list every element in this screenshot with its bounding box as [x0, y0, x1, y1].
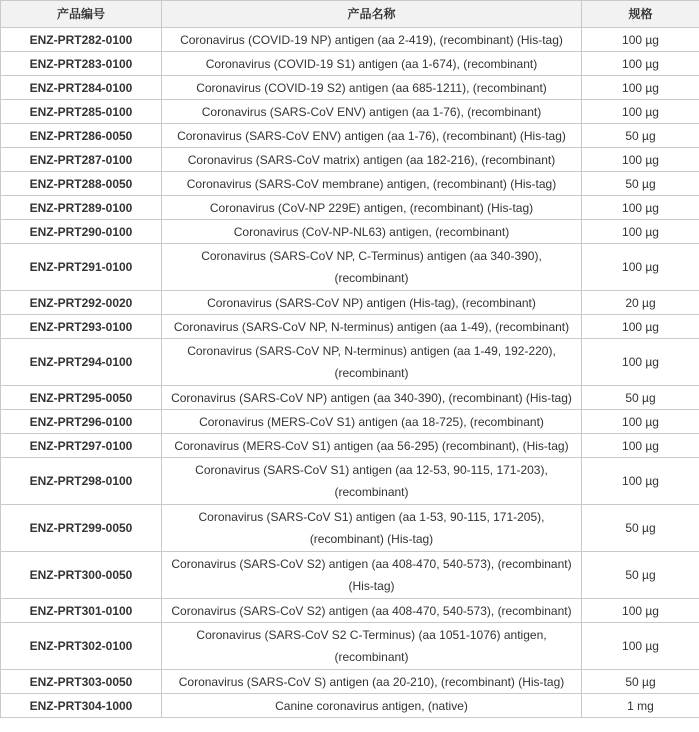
product-name: Coronavirus (SARS-CoV S1) antigen (aa 1-53, 90-115, 171-205), (recombinant) (His-tag) [162, 505, 582, 552]
product-code: ENZ-PRT292-0020 [1, 291, 162, 315]
product-size: 50 µg [582, 505, 699, 552]
product-size: 100 µg [582, 458, 699, 505]
product-name: Coronavirus (SARS-CoV NP, N-terminus) antigen (aa 1-49), (recombinant) [162, 315, 582, 339]
product-size: 100 µg [582, 599, 699, 623]
product-name: Coronavirus (SARS-CoV NP, N-terminus) antigen (aa 1-49, 192-220), (recombinant) [162, 339, 582, 386]
product-code: ENZ-PRT286-0050 [1, 124, 162, 148]
product-code: ENZ-PRT304-1000 [1, 694, 162, 718]
product-name: Coronavirus (SARS-CoV NP) antigen (aa 340-390), (recombinant) (His-tag) [162, 386, 582, 410]
product-size: 50 µg [582, 386, 699, 410]
product-name: Coronavirus (SARS-CoV S2) antigen (aa 408-470, 540-573), (recombinant) (His-tag) [162, 552, 582, 599]
product-code: ENZ-PRT301-0100 [1, 599, 162, 623]
product-code: ENZ-PRT287-0100 [1, 148, 162, 172]
table-row [1, 410, 699, 434]
product-name: Coronavirus (SARS-CoV S2 C-Terminus) (aa 1051-1076) antigen, (recombinant) [162, 623, 582, 670]
product-code: ENZ-PRT285-0100 [1, 100, 162, 124]
product-code: ENZ-PRT303-0050 [1, 670, 162, 694]
product-size: 100 µg [582, 339, 699, 386]
product-code: ENZ-PRT290-0100 [1, 220, 162, 244]
product-name: Coronavirus (SARS-CoV S1) antigen (aa 12-53, 90-115, 171-203), (recombinant) [162, 458, 582, 505]
product-size: 50 µg [582, 172, 699, 196]
table-row [1, 623, 699, 670]
product-name: Coronavirus (MERS-CoV S1) antigen (aa 18-725), (recombinant) [162, 410, 582, 434]
table-row [1, 100, 699, 124]
product-code: ENZ-PRT302-0100 [1, 623, 162, 670]
table-row [1, 172, 699, 196]
table-row [1, 220, 699, 244]
product-code: ENZ-PRT296-0100 [1, 410, 162, 434]
table-row [1, 315, 699, 339]
product-code: ENZ-PRT288-0050 [1, 172, 162, 196]
product-size: 100 µg [582, 410, 699, 434]
table-row [1, 552, 699, 599]
product-size: 100 µg [582, 623, 699, 670]
product-name: Coronavirus (SARS-CoV S2) antigen (aa 408-470, 540-573), (recombinant) [162, 599, 582, 623]
product-size: 100 µg [582, 434, 699, 458]
product-name: Coronavirus (COVID-19 S1) antigen (aa 1-674), (recombinant) [162, 52, 582, 76]
header-name: 产品名称 [162, 1, 582, 28]
product-size: 50 µg [582, 124, 699, 148]
product-code: ENZ-PRT283-0100 [1, 52, 162, 76]
table-row [1, 148, 699, 172]
product-size: 100 µg [582, 76, 699, 100]
product-name: Coronavirus (CoV-NP-NL63) antigen, (recombinant) [162, 220, 582, 244]
product-name: Coronavirus (SARS-CoV NP, C-Terminus) antigen (aa 340-390), (recombinant) [162, 244, 582, 291]
product-size: 100 µg [582, 220, 699, 244]
table-row [1, 505, 699, 552]
product-code: ENZ-PRT299-0050 [1, 505, 162, 552]
table-row [1, 52, 699, 76]
product-code: ENZ-PRT291-0100 [1, 244, 162, 291]
product-name: Coronavirus (MERS-CoV S1) antigen (aa 56-295) (recombinant), (His-tag) [162, 434, 582, 458]
table-row [1, 458, 699, 505]
product-name: Coronavirus (COVID-19 NP) antigen (aa 2-419), (recombinant) (His-tag) [162, 28, 582, 52]
header-row [1, 1, 699, 28]
table-row [1, 76, 699, 100]
product-size: 100 µg [582, 52, 699, 76]
product-name: Coronavirus (SARS-CoV NP) antigen (His-tag), (recombinant) [162, 291, 582, 315]
product-name: Coronavirus (SARS-CoV ENV) antigen (aa 1-76), (recombinant) [162, 100, 582, 124]
product-code: ENZ-PRT300-0050 [1, 552, 162, 599]
table-row [1, 124, 699, 148]
table-row [1, 694, 699, 718]
header-size: 规格 [582, 1, 699, 28]
product-size: 100 µg [582, 100, 699, 124]
table-row [1, 386, 699, 410]
product-name: Coronavirus (SARS-CoV membrane) antigen, (recombinant) (His-tag) [162, 172, 582, 196]
product-code: ENZ-PRT289-0100 [1, 196, 162, 220]
product-size: 100 µg [582, 148, 699, 172]
product-size: 100 µg [582, 196, 699, 220]
table-row [1, 28, 699, 52]
product-code: ENZ-PRT294-0100 [1, 339, 162, 386]
product-code: ENZ-PRT297-0100 [1, 434, 162, 458]
product-code: ENZ-PRT295-0050 [1, 386, 162, 410]
table-row [1, 291, 699, 315]
product-code: ENZ-PRT282-0100 [1, 28, 162, 52]
table-row [1, 196, 699, 220]
product-code: ENZ-PRT293-0100 [1, 315, 162, 339]
product-name: Coronavirus (SARS-CoV S) antigen (aa 20-210), (recombinant) (His-tag) [162, 670, 582, 694]
product-size: 1 mg [582, 694, 699, 718]
product-name: Coronavirus (CoV-NP 229E) antigen, (recombinant) (His-tag) [162, 196, 582, 220]
product-name: Canine coronavirus antigen, (native) [162, 694, 582, 718]
product-size: 50 µg [582, 552, 699, 599]
product-size: 100 µg [582, 28, 699, 52]
product-name: Coronavirus (SARS-CoV ENV) antigen (aa 1-76), (recombinant) (His-tag) [162, 124, 582, 148]
table-row [1, 339, 699, 386]
product-size: 100 µg [582, 315, 699, 339]
product-size: 100 µg [582, 244, 699, 291]
product-code: ENZ-PRT298-0100 [1, 458, 162, 505]
table-row [1, 670, 699, 694]
header-code: 产品编号 [1, 1, 162, 28]
table-row [1, 434, 699, 458]
product-size: 20 µg [582, 291, 699, 315]
table-row [1, 599, 699, 623]
product-name: Coronavirus (SARS-CoV matrix) antigen (aa 182-216), (recombinant) [162, 148, 582, 172]
product-size: 50 µg [582, 670, 699, 694]
table-row [1, 244, 699, 291]
product-name: Coronavirus (COVID-19 S2) antigen (aa 685-1211), (recombinant) [162, 76, 582, 100]
product-code: ENZ-PRT284-0100 [1, 76, 162, 100]
